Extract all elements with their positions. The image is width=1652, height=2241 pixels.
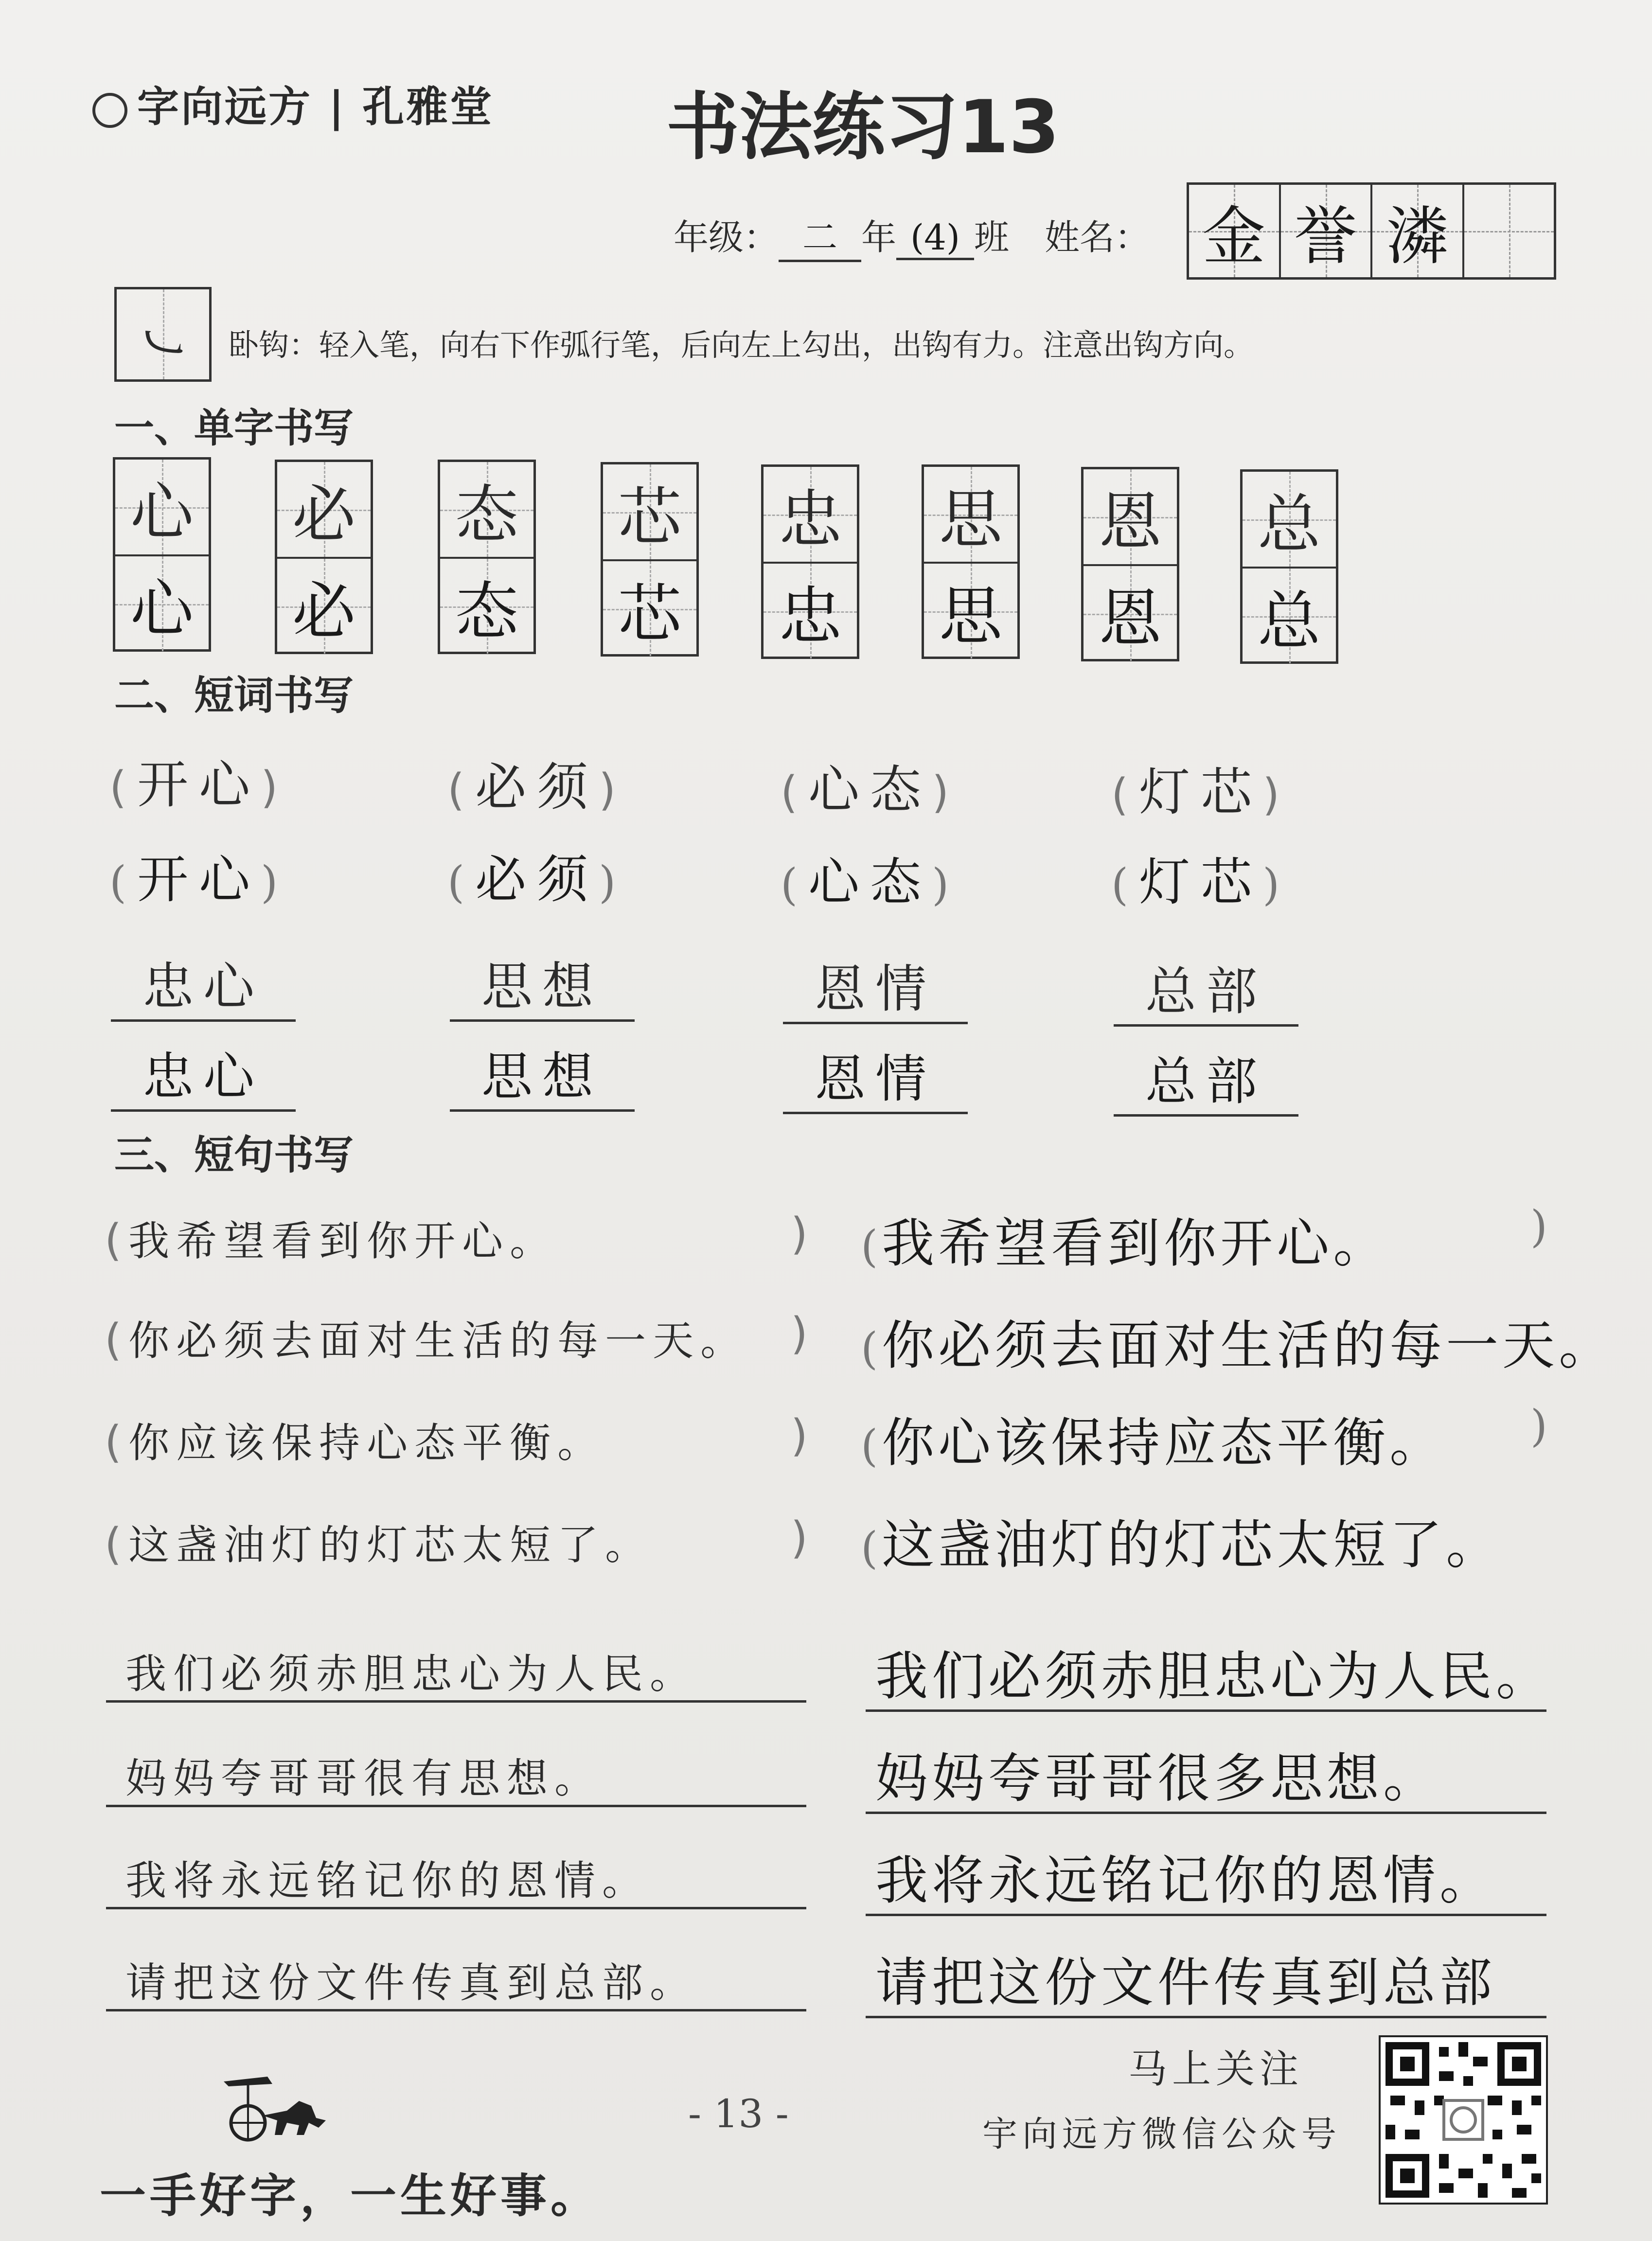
paren-word: (开心) bbox=[109, 755, 289, 815]
brand-logo bbox=[92, 73, 494, 133]
name-cell bbox=[1464, 185, 1554, 277]
qr-code-icon[interactable] bbox=[1379, 2035, 1548, 2205]
section1-heading: 一、单字书写 bbox=[114, 405, 354, 451]
line-sentence: 我将永远铭记你的恩情。 bbox=[106, 1848, 806, 1909]
paren-sentence: (我希望看到你开心。 ) bbox=[105, 1209, 815, 1266]
slogan: 一手好字，一生好事。 bbox=[100, 2170, 601, 2223]
brand-text: 字向远方 | 孔雅堂 bbox=[137, 82, 494, 131]
char-practice-box[interactable]: 必 必 bbox=[275, 460, 373, 654]
class-value[interactable]: (4) bbox=[896, 217, 974, 260]
grade-class-row bbox=[674, 209, 1150, 262]
char-practice-box[interactable]: 心 心 bbox=[113, 457, 211, 652]
paren-word: (灯芯) bbox=[1111, 763, 1291, 822]
page-number: - 13 - bbox=[688, 2091, 789, 2136]
paren-word-copy[interactable]: (必须) bbox=[447, 850, 627, 909]
underline-word-copy[interactable]: 恩情 bbox=[783, 1038, 968, 1114]
class-word: 班 bbox=[974, 217, 1010, 258]
underline-word: 总部 bbox=[1114, 951, 1298, 1027]
underline-word-copy[interactable]: 忠心 bbox=[111, 1036, 296, 1112]
paren-word-copy[interactable]: (开心) bbox=[109, 850, 289, 909]
paren-sentence: (你必须去面对生活的每一天。 ) bbox=[105, 1308, 815, 1366]
line-sentence-copy[interactable]: 我们必须赤胆忠心为人民。 bbox=[866, 1634, 1546, 1712]
underline-word: 恩情 bbox=[783, 948, 968, 1024]
name-cell: 誉 bbox=[1281, 185, 1373, 277]
char-practice-box[interactable]: 态 态 bbox=[438, 460, 536, 654]
underline-word: 思想 bbox=[450, 946, 635, 1022]
wechat-account-label: 宇向远方微信公众号 bbox=[982, 2114, 1342, 2154]
paren-sentence-copy[interactable]: (你必须去面对生活的每一天。 bbox=[861, 1316, 1616, 1376]
paren-sentence: (你应该保持心态平衡。 ) bbox=[105, 1410, 815, 1468]
seal-icon bbox=[92, 93, 127, 128]
paren-word-copy[interactable]: (灯芯) bbox=[1111, 853, 1291, 912]
underline-word-copy[interactable]: 总部 bbox=[1114, 1041, 1298, 1117]
char-practice-box[interactable]: 忠 忠 bbox=[761, 464, 859, 659]
underline-word-copy[interactable]: 思想 bbox=[450, 1036, 635, 1112]
paren-sentence-copy[interactable]: (你心该保持应态平衡。 ) bbox=[861, 1401, 1551, 1474]
grade-label: 年级： bbox=[674, 217, 779, 258]
name-label: 姓名： bbox=[1044, 217, 1150, 258]
stroke-description: 卧钩：轻入笔，向右下作弧行笔，后向左上勾出，出钩有力。注意出钩方向。 bbox=[229, 327, 1254, 363]
line-sentence-copy[interactable]: 我将永远铭记你的恩情。 bbox=[866, 1838, 1546, 1916]
grade-value[interactable]: 二 bbox=[779, 209, 861, 262]
paren-sentence-copy[interactable]: (我希望看到你开心。 ) bbox=[861, 1201, 1551, 1274]
year-word: 年 bbox=[861, 217, 897, 258]
follow-prompt: 马上关注 bbox=[1128, 2046, 1303, 2092]
line-sentence-copy[interactable]: 请把这份文件传真到总部 bbox=[866, 1940, 1546, 2018]
horse-carriage-icon bbox=[214, 2072, 340, 2145]
name-cell: 金 bbox=[1189, 185, 1281, 277]
paren-word: (心态) bbox=[781, 760, 960, 819]
name-box[interactable] bbox=[1187, 182, 1556, 280]
section2-heading: 二、短词书写 bbox=[114, 673, 354, 719]
line-sentence: 妈妈夸哥哥很有思想。 bbox=[106, 1746, 806, 1807]
underline-word: 忠心 bbox=[111, 946, 296, 1022]
line-sentence-copy[interactable]: 妈妈夸哥哥很多思想。 bbox=[866, 1736, 1546, 1814]
paren-word-copy[interactable]: (心态) bbox=[781, 853, 960, 912]
line-sentence: 我们必须赤胆忠心为人民。 bbox=[106, 1641, 806, 1703]
paren-sentence: (这盏油灯的灯芯太短了。 ) bbox=[105, 1512, 815, 1570]
char-practice-box[interactable]: 思 思 bbox=[922, 464, 1020, 659]
name-cell: 潾 bbox=[1372, 185, 1464, 277]
line-sentence: 请把这份文件传真到总部。 bbox=[106, 1950, 806, 2011]
page-title: 书法练习13 bbox=[666, 85, 1060, 170]
section3-heading: 三、短句书写 bbox=[114, 1132, 354, 1178]
paren-sentence-copy[interactable]: (这盏油灯的灯芯太短了。 bbox=[861, 1515, 1503, 1576]
stroke-char: ㇃ bbox=[136, 313, 190, 375]
stroke-box bbox=[114, 287, 212, 382]
char-practice-box[interactable]: 总 总 bbox=[1240, 469, 1338, 664]
char-practice-box[interactable]: 芯 芯 bbox=[601, 462, 699, 657]
char-practice-box[interactable]: 恩 恩 bbox=[1081, 467, 1179, 661]
paren-word: (必须) bbox=[447, 758, 627, 817]
